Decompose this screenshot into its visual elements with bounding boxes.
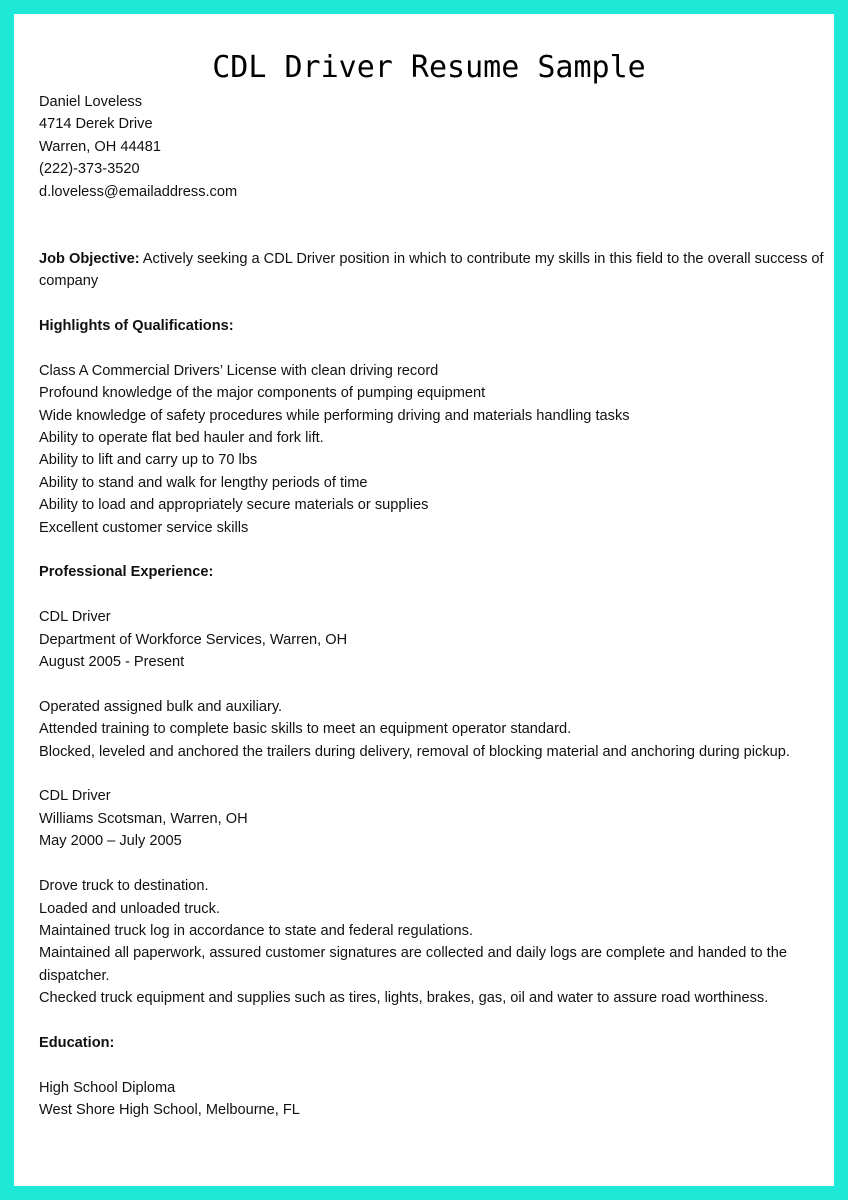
contact-phone: (222)-373-3520 (39, 161, 140, 178)
qualification-item: Wide knowledge of safety procedures while performing driving and materials handling tasks (39, 407, 630, 424)
job-company: Williams Scotsman, Warren, OH (39, 810, 248, 827)
job-title: CDL Driver (39, 788, 111, 805)
job-duty: Checked truck equipment and supplies such as tires, lights, brakes, gas, oil and water to assure road worthiness. (39, 990, 769, 1007)
job-duty: Attended training to complete basic skills to meet an equipment operator standard. (39, 721, 572, 738)
contact-street: 4714 Derek Drive (39, 116, 153, 133)
qualification-item: Excellent customer service skills (39, 519, 249, 536)
education-school: West Shore High School, Melbourne, FL (39, 1102, 300, 1119)
contact-name: Daniel Loveless (39, 94, 143, 110)
education-degree: High School Diploma (39, 1079, 176, 1096)
qualification-item: Ability to lift and carry up to 70 lbs (39, 452, 258, 469)
contact-city: Warren, OH 44481 (39, 138, 161, 155)
resume-page (14, 14, 834, 1186)
education-heading: Education: (39, 1034, 115, 1051)
page-title: CDL Driver Resume Sample (212, 50, 646, 85)
job-duty: Maintained truck log in accordance to state and federal regulations. (39, 922, 474, 939)
resume-content (39, 91, 829, 1122)
job-dates: August 2005 - Present (39, 654, 185, 671)
qualification-item: Ability to load and appropriately secure materials or supplies (39, 497, 429, 514)
job-duty: Operated assigned bulk and auxiliary. (39, 698, 283, 715)
job-duty: Maintained all paperwork, assured customer signatures are collected and daily logs are complete and handed to the dispatcher. (39, 945, 787, 984)
qualification-item: Ability to stand and walk for lengthy periods of time (39, 474, 368, 491)
job-objective-label: Job Objective: (39, 250, 140, 267)
qualification-item: Profound knowledge of the major components of pumping equipment (39, 385, 486, 402)
qualification-item: Class A Commercial Drivers’ License with clean driving record (39, 362, 439, 379)
job-objective (39, 248, 829, 293)
job-company: Department of Workforce Services, Warren, OH (39, 631, 348, 648)
job-duty: Drove truck to destination. (39, 878, 209, 895)
job-title: CDL Driver (39, 609, 111, 626)
job-dates: May 2000 – July 2005 (39, 833, 182, 850)
job-objective-text: Actively seeking a CDL Driver position in which to contribute my skills in this field to the overall success of company (39, 250, 824, 290)
experience-heading: Professional Experience: (39, 564, 214, 581)
job-duty: Blocked, leveled and anchored the trailers during delivery, removal of blocking material and anchoring during pickup. (39, 743, 790, 760)
contact-email: d.loveless@emailaddress.com (39, 183, 238, 200)
qualification-item: Ability to operate flat bed hauler and fork lift. (39, 430, 324, 447)
job-duty: Loaded and unloaded truck. (39, 900, 220, 917)
qualifications-heading: Highlights of Qualifications: (39, 318, 234, 335)
